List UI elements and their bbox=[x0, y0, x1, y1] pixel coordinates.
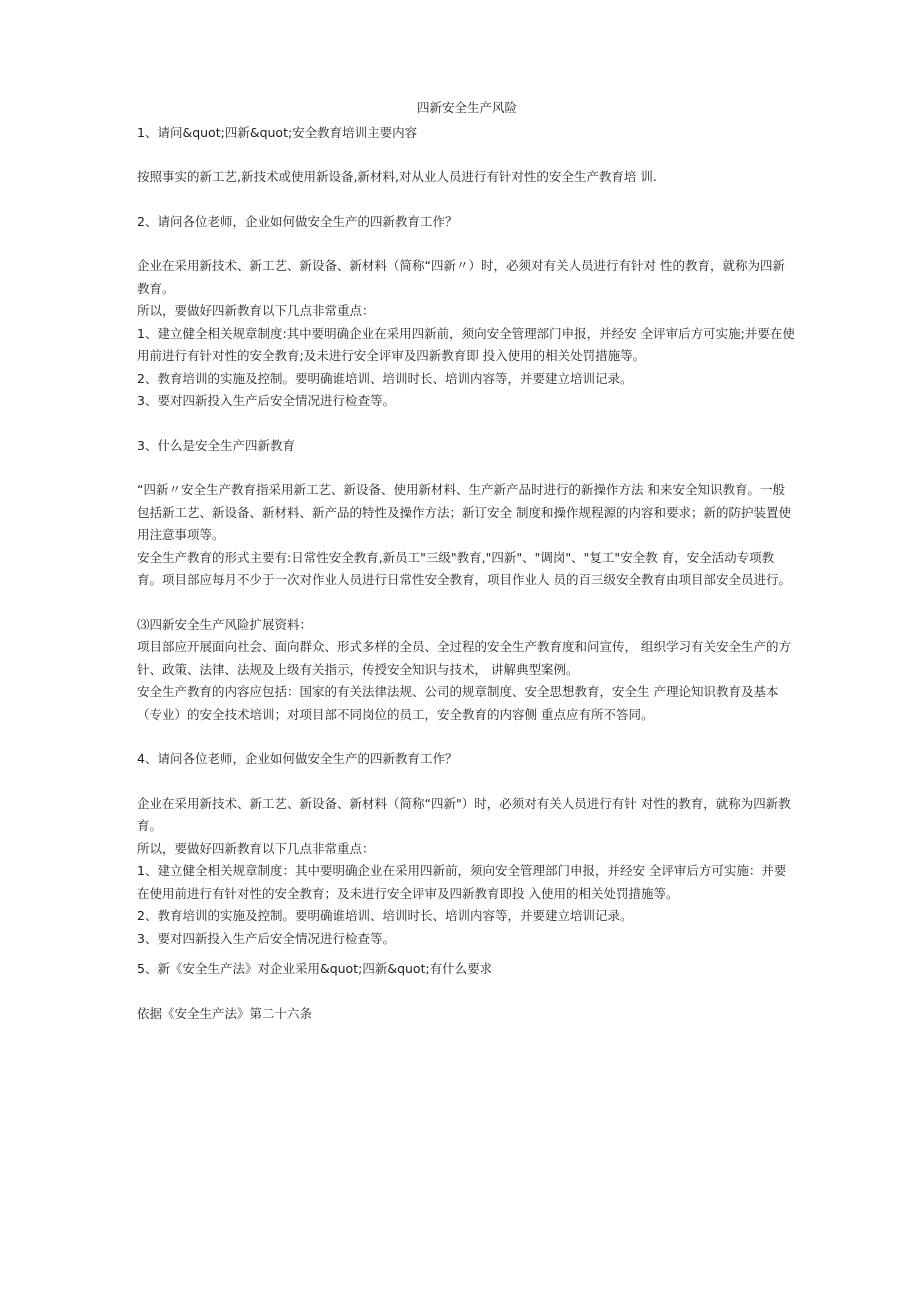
q2-question: 2、请问各位老师，企业如何做安全生产的四新教育工作？ bbox=[137, 213, 458, 229]
extension-heading: ⑶四新安全生产风险扩展资料： bbox=[137, 616, 313, 632]
extension-paragraph: 安全生产教育的内容应包括：国家的有关法律法规、公司的规章制度、安全思想教育，安全生 产理论知识教育及基本（专业）的安全技术培训；对项目部不同岗位的员工，安全教育的内容侧 重点应有所不答同。 bbox=[137, 684, 779, 722]
q4-question: 4、请问各位老师，企业如何做安全生产的四新教育工作？ bbox=[137, 751, 458, 766]
q5-question: 5、新《安全生产法》对企业采用&quot;四新&quot;有什么要求 bbox=[137, 961, 493, 976]
q2-paragraph: 所以，要做好四新教育以下几点非常重点： bbox=[137, 303, 375, 318]
q4-paragraph: 企业在采用新技术、新工艺、新设备、新材料（简称“四新"）时，必须对有关人员进行有针 对性的教育，就称为四新教育。 bbox=[137, 795, 791, 833]
q4-point: 3、要对四新投入生产后安全情况进行检查等。 bbox=[137, 930, 395, 946]
q4-point: 2、教育培训的实施及控制。要明确谁培训、培训时长、培训内容等，并要建立培训记录。 bbox=[137, 908, 633, 923]
q4-paragraph: 所以，要做好四新教育以下几点非常重点： bbox=[137, 840, 375, 856]
document-page bbox=[137, 97, 797, 1025]
q2-paragraph: 企业在采用新技术、新工艺、新设备、新材料（简称“四新〃）时，必须对有关人员进行有针对 性的教育，就称为四新教育。 bbox=[137, 258, 785, 296]
extension-paragraph: 项目部应开展面向社会、面向群众、形式多样的全员、全过程的安全生产教育度和问宣传， 组织学习有关安全生产的方针、政策、法律、法规及上级有关指示，传授安全知识与技术， 讲解典型案例。 bbox=[137, 639, 791, 677]
document-title: 四新安全生产风险 bbox=[416, 100, 517, 115]
q2-point: 1、建立健全相关规章制度:其中要明确企业在采用四新前，须向安全管理部门申报，并经安 全评审后方可实施;并要在使用前进行有针对性的安全教育;及未进行安全评审及四新教育即 投入使用的相关处罚措施等。 bbox=[137, 325, 795, 363]
q5-answer: 依据《安全生产法》第二十六条 bbox=[137, 1005, 313, 1021]
q3-paragraph: 安全生产教育的形式主要有:日常性安全教育,新员工"三级"教育,"四新"、"调岗"、"复工"安全教 育，安全活动专项教育。项目部应每月不少于一次对作业人员进行日常性安全教育，项目作业人 员的百三级安全教育由项目部安全员进行。 bbox=[137, 549, 791, 587]
q4-point: 1、建立健全相关规章制度：其中要明确企业在采用四新前，须向安全管理部门申报，并经安 全评审后方可实施：并要在使用前进行有针对性的安全教育；及未进行安全评审及四新教育即投 入使用的相关处罚措施等。 bbox=[137, 863, 787, 901]
q2-point: 3、要对四新投入生产后安全情况进行检查等。 bbox=[137, 393, 395, 408]
q3-paragraph: “四新〃安全生产教育指采用新工艺、新设备、使用新材料、生产新产品时进行的新操作方法 和来安全知识教育。一般包括新工艺、新设备、新材料、新产品的特性及操作方法；新订安全 制度和操作规程源的内容和要求；新的防护装置使用注意事项等。 bbox=[137, 482, 791, 542]
q1-answer: 按照事实的新工艺,新技术或使用新设备,新材料,对从业人员进行有针对性的安全生产教育培 训. bbox=[137, 169, 657, 184]
q2-point: 2、教育培训的实施及控制。要明确谁培训、培训时长、培训内容等，并要建立培训记录。 bbox=[137, 370, 633, 386]
q1-question: 1、请问&quot;四新&quot;安全教育培训主要内容 bbox=[137, 124, 418, 140]
q3-question: 3、什么是安全生产四新教育 bbox=[137, 437, 295, 453]
